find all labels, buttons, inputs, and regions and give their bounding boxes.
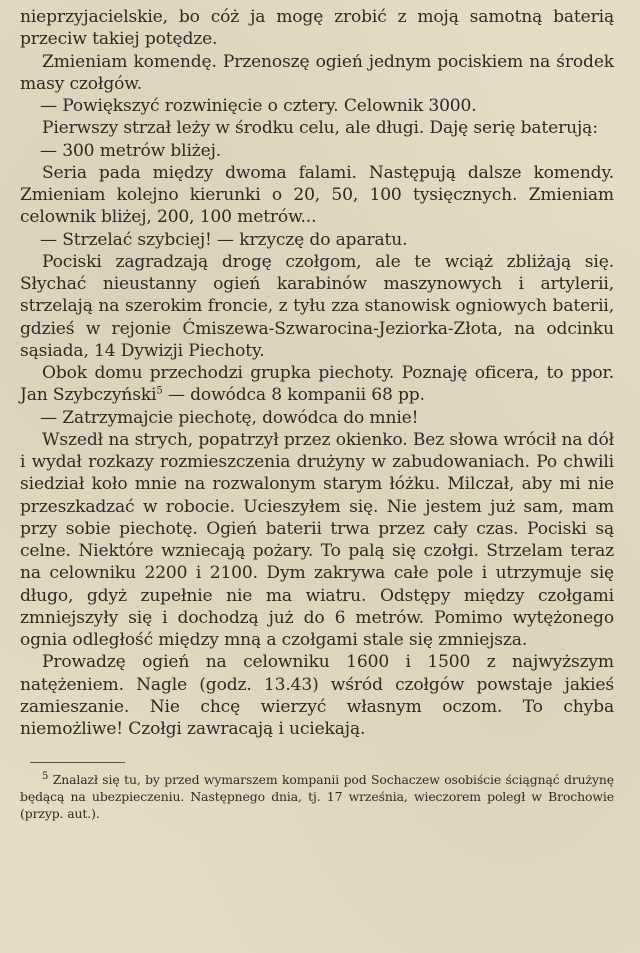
footnote-divider [30, 762, 125, 763]
paragraph: — Strzelać szybciej! — krzyczę do aparatu. [40, 229, 408, 250]
paragraph: nieprzyjacielskie, bo cóż ja mogę zrobić z moją samotną baterią przeciw takiej potędze. [20, 7, 614, 50]
footnote-reference: 5 [156, 385, 163, 397]
paragraph: — 300 metrów bliżej. [40, 140, 222, 161]
paragraph: — Powiększyć rozwinięcie o cztery. Celownik 3000. [40, 96, 477, 116]
footnote-text: Znalazł się tu, by przed wymarszem kompanii pod Sochaczew osobiście ściągnąć drużynę będącą na ubezpieczeniu. Następnego dnia, tj. 17 września, wieczorem poległ w Brochowie (przyp. aut.). [20, 772, 614, 822]
paragraph-text: Obok domu przechodzi grupka piechoty. Poznaję oficera, to ppor. Jan Szybczyński [20, 363, 614, 406]
paragraph: Seria pada między dwoma falami. Następują dalsze komendy. Zmieniam kolejno kierunki o 20, 50, 100 tysięcznych. Zmieniam celownik bliżej, 200, 100 metrów... [20, 162, 614, 228]
footnote [20, 771, 614, 822]
paragraph: Wszedł na strych, popatrzył przez okienko. Bez słowa wrócił na dół i wydał rozkazy rozmieszczenia drużyny w zabudowaniach. Po chwili siedział koło mnie na rozwalonym starym łóżku. Milczał, aby mi nie przeszkadzać w robocie. Ucieszyłem się. Nie jestem już sam, mam przy sobie piechotę. Ogień baterii trwa przez cały czas. Pociski są celne. Niektóre wzniecają pożary. To palą się czołgi. Strzelam teraz na celowniku 2200 i 2100. Dym zakrywa całe pole i utrzymuje się długo, gdyż zupełnie nie ma wiatru. Odstępy między czołgami zmniejszyły się i dochodzą już do 6 metrów. Pomimo wytężonego ognia odległość między mną a czołgami stale się zmniejsza. [20, 429, 614, 650]
paragraph: Zmieniam komendę. Przenoszę ogień jednym pociskiem na środek masy czołgów. [20, 51, 614, 94]
paragraph-with-note [20, 362, 614, 407]
footnote-marker: 5 [42, 771, 49, 783]
paragraph: Pierwszy strzał leży w środku celu, ale długi. Daję serię baterują: [42, 118, 598, 139]
paragraph: — Zatrzymajcie piechotę, dowódca do mnie! [40, 407, 419, 428]
paragraph-text-tail: — dowódca 8 kompanii 68 pp. [162, 385, 425, 406]
body-text [20, 6, 614, 740]
paragraph: Pociski zagradzają drogę czołgom, ale te wciąż zbliżają się. Słychać nieustanny ogień karabinów maszynowych i artylerii, strzelają na szerokim froncie, z tyłu zza stanowisk ogniowych baterii, gdzieś w rejonie Ćmiszewa-Szwarocina-Jeziorka-Złota, na odcinku sąsiada, 14 Dywizji Piechoty. [20, 251, 614, 361]
paragraph: Prowadzę ogień na celowniku 1600 i 1500 z najwyższym natężeniem. Nagle (godz. 13.43) wśród czołgów powstaje jakieś zamieszanie. Nie chcę wierzyć własnym oczom. To chyba niemożliwe! Czołgi zawracają i uciekają. [20, 652, 614, 739]
